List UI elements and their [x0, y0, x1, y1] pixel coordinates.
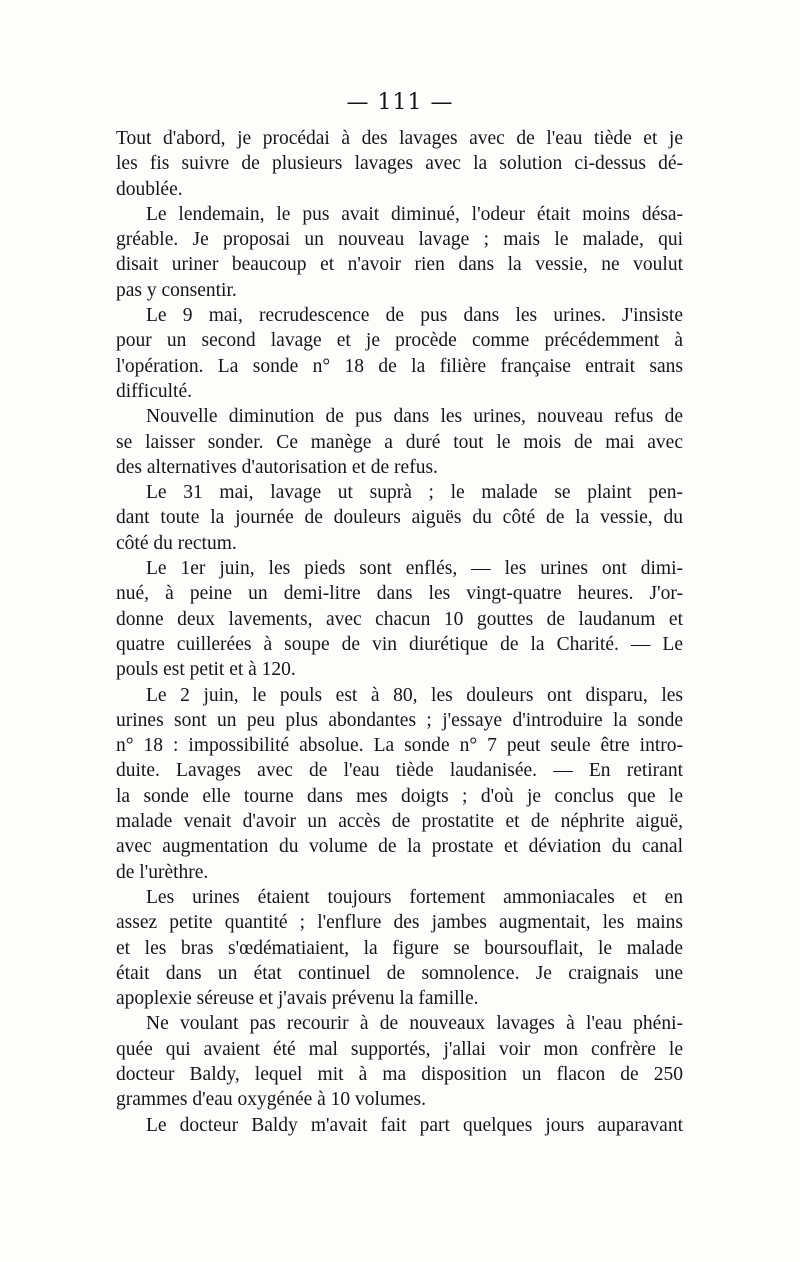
- text-line: malade venait d'avoir un accès de prostatite et de néphrite aiguë,: [116, 811, 683, 833]
- paragraph: [116, 1113, 683, 1138]
- text-line: gréable. Je proposai un nouveau lavage ; mais le malade, qui: [116, 229, 683, 251]
- text-line: dant toute la journée de douleurs aiguës du côté de la vessie, du: [116, 507, 683, 529]
- text-line: Le 1er juin, les pieds sont enflés, — les urines ont dimi-: [146, 558, 683, 580]
- paragraph: [116, 480, 683, 556]
- text-line: Le 31 mai, lavage ut suprà ; le malade se plaint pen-: [146, 482, 683, 504]
- paragraph: [116, 556, 683, 682]
- text-line: Nouvelle diminution de pus dans les urines, nouveau refus de: [146, 406, 683, 428]
- text-line: pas y consentir.: [116, 279, 237, 301]
- paragraph: [116, 885, 683, 1011]
- body-text: [116, 126, 683, 1138]
- text-line: disait uriner beaucoup et n'avoir rien dans la vessie, ne voulut: [116, 254, 683, 276]
- text-line: était dans un état continuel de somnolence. Je craignais une: [116, 962, 683, 984]
- text-line: Ne voulant pas recourir à de nouveaux lavages à l'eau phéni-: [146, 1013, 683, 1035]
- text-line: n° 18 : impossibilité absolue. La sonde n° 7 peut seule être intro-: [116, 735, 683, 757]
- text-line: difficulté.: [116, 380, 192, 402]
- paragraph: [116, 303, 683, 404]
- text-line: Tout d'abord, je procédai à des lavages avec de l'eau tiède et je: [116, 128, 683, 149]
- paragraph: [116, 404, 683, 480]
- text-line: de l'urèthre.: [116, 861, 209, 883]
- text-line: grammes d'eau oxygénée à 10 volumes.: [116, 1089, 427, 1111]
- text-line: des alternatives d'autorisation et de refus.: [116, 456, 438, 478]
- text-line: la sonde elle tourne dans mes doigts ; d'où je conclus que le: [116, 785, 683, 807]
- text-line: docteur Baldy, lequel mit à ma disposition un flacon de 250: [116, 1063, 683, 1085]
- text-line: se laisser sonder. Ce manège a duré tout le mois de mai avec: [116, 431, 683, 453]
- text-line: Le lendemain, le pus avait diminué, l'odeur était moins désa-: [146, 203, 683, 225]
- text-line: avec augmentation du volume de la prostate et déviation du canal: [116, 836, 683, 858]
- text-line: urines sont un peu plus abondantes ; j'essaye d'introduire la sonde: [116, 709, 683, 731]
- text-line: Le docteur Baldy m'avait fait part quelques jours auparavant: [146, 1114, 683, 1136]
- text-line: quatre cuillerées à soupe de vin diurétique de la Charité. — Le: [116, 633, 683, 655]
- text-line: Le 2 juin, le pouls est à 80, les douleurs ont disparu, les: [146, 684, 683, 706]
- text-line: donne deux lavements, avec chacun 10 gouttes de laudanum et: [116, 608, 683, 630]
- text-line: Le 9 mai, recrudescence de pus dans les urines. J'insiste: [146, 305, 683, 327]
- text-line: les fis suivre de plusieurs lavages avec la solution ci-dessus dé-: [116, 153, 683, 175]
- paragraph: [116, 126, 683, 202]
- text-line: côté du rectum.: [116, 532, 237, 554]
- text-line: apoplexie séreuse et j'avais prévenu la famille.: [116, 988, 479, 1010]
- text-line: duite. Lavages avec de l'eau tiède laudanisée. — En retirant: [116, 760, 683, 782]
- text-line: et les bras s'œdématiaient, la figure se boursouflait, le malade: [116, 937, 683, 959]
- text-line: quée qui avaient été mal supportés, j'allai voir mon confrère le: [116, 1038, 683, 1060]
- paragraph: [116, 683, 683, 885]
- text-line: assez petite quantité ; l'enflure des jambes augmentait, les mains: [116, 912, 683, 934]
- paragraph: [116, 1011, 683, 1112]
- text-line: l'opération. La sonde n° 18 de la filière française entrait sans: [116, 355, 683, 377]
- text-line: doublée.: [116, 178, 183, 200]
- text-line: nué, à peine un demi-litre dans les vingt-quatre heures. J'or-: [116, 583, 683, 605]
- text-line: pouls est petit et à 120.: [116, 659, 296, 681]
- text-line: pour un second lavage et je procède comme précédemment à: [116, 330, 683, 352]
- text-line: Les urines étaient toujours fortement ammoniacales et en: [146, 886, 683, 908]
- page-number: — 111 —: [346, 90, 454, 115]
- paragraph: [116, 202, 683, 303]
